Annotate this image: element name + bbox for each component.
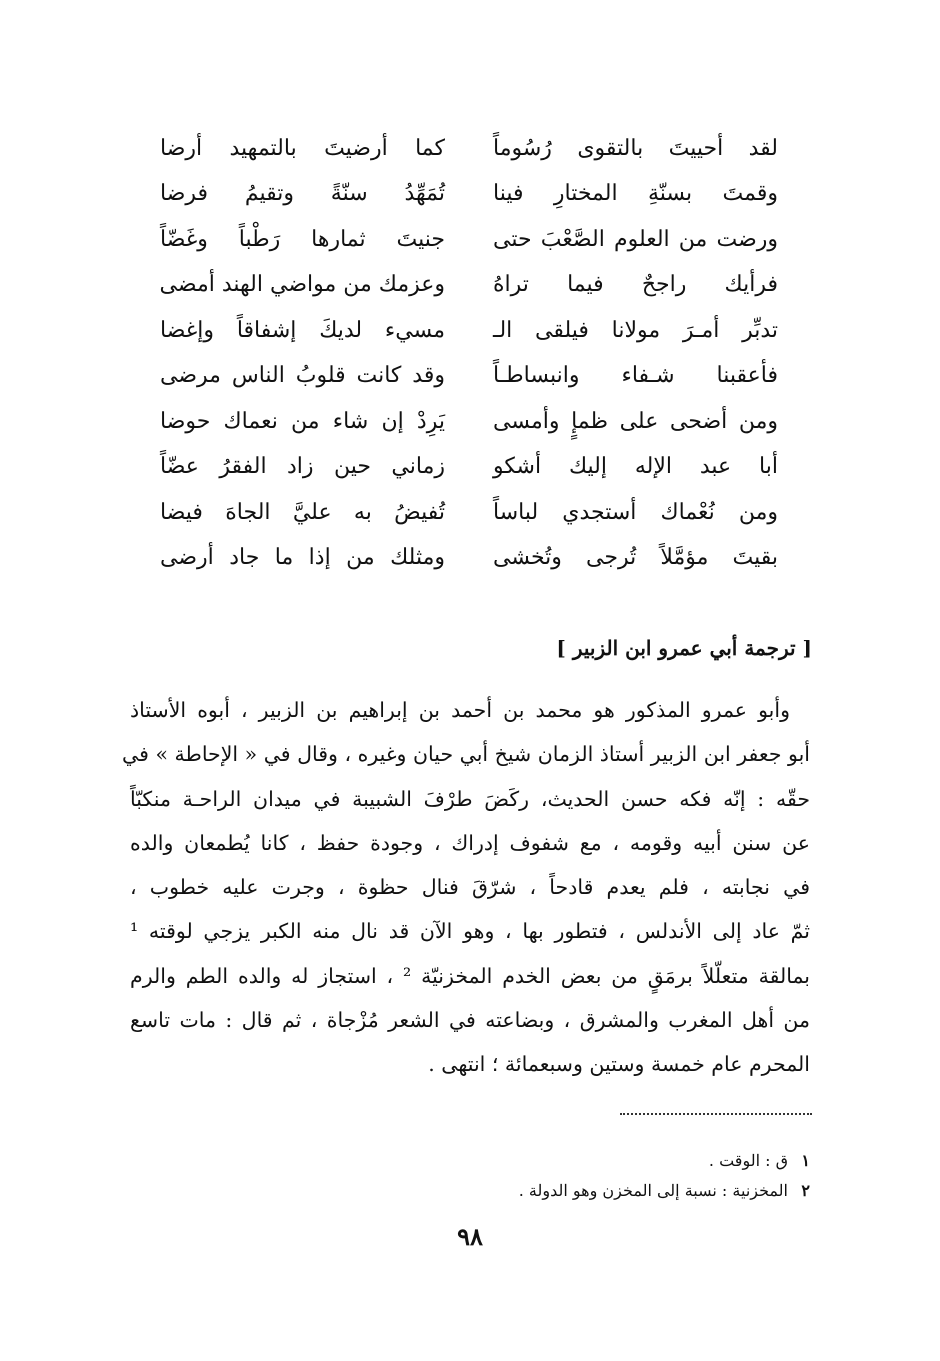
poem-verse <box>160 126 778 172</box>
verse-second-hemistich: جنيتَ ثمارها رَطْباً وغَضّاً <box>160 226 445 252</box>
verse-second-hemistich: كما أرضيتَ بالتمهيد أرضا <box>160 135 445 161</box>
footnotes <box>130 1146 810 1206</box>
poem <box>160 126 778 581</box>
section-heading: [ ترجمة أبي عمرو ابن الزبير ] <box>556 636 812 660</box>
verse-first-hemistich: ومن نُعْماك أستجدي لباساً <box>493 499 778 525</box>
verse-second-hemistich: وعزمك من مواضي الهند أمضى <box>159 272 445 298</box>
paragraph-line: وأبو عمرو المذكور هو محمد بن أحمد بن إبراهيم بن الزبير ، أبوه الأستاذ <box>130 698 790 722</box>
poem-verse <box>160 536 778 582</box>
poem-verse <box>160 490 778 536</box>
verse-first-hemistich: تدبِّر أمـرَ مولانا فيلقى الـ <box>493 317 778 343</box>
verse-first-hemistich: ومن أضحى على ظمإٍ وأمسى <box>493 408 778 434</box>
paragraph-line: عن سنن أبيه وقومه ، مع شفوف إدراك ، وجودة حفظ ، كانا يُطمعان والده <box>130 830 810 855</box>
verse-second-hemistich: تُفيضُ به عليَّ الجاهَ فيضا <box>160 499 445 525</box>
poem-verse <box>160 354 778 400</box>
paragraph-line: حقّه : إنّه فكه حسن الحديث، ركَضَ طرْفَ الشبيبة في ميدان الراحـة منكبّاً <box>130 786 810 811</box>
verse-first-hemistich: أبا عبد الإله إليك أشكو <box>493 454 778 480</box>
footnote-number: ٢ <box>801 1181 810 1200</box>
poem-verse <box>160 308 778 354</box>
poem-verse <box>160 399 778 445</box>
verse-second-hemistich: تُمَهِّدُ سنّةً وتقيمُ فرضا <box>160 181 445 207</box>
verse-first-hemistich: بقيتَ مؤمَّلاً تُرجى وتُخشى <box>493 545 778 571</box>
verse-first-hemistich: وقمتَ بسنّةِ المختارِ فينا <box>493 181 778 207</box>
poem-verse <box>160 172 778 218</box>
footnote-number: ١ <box>801 1151 810 1170</box>
verse-second-hemistich: ومثلك من إذا ما جاد أرضى <box>160 545 445 571</box>
verse-first-hemistich: فرأيك راجحٌ فيما تراهُ <box>493 272 778 298</box>
verse-first-hemistich: ورضت من العلوم الصَّعْبَ حتى <box>493 226 778 252</box>
paragraph-line: ثمّ عاد إلى الأندلس ، فتطور بها ، وهو الآن قد نال منه الكبر يزجي لوقته ¹ <box>130 919 810 944</box>
poem-verse <box>160 445 778 491</box>
paragraph-line: المحرم عام خمسة وستين وسبعمائة ؛ انتهى . <box>428 1052 810 1077</box>
footnote-text: المخزنية : نسبة إلى المخزن وهو الدولة . <box>518 1181 788 1200</box>
paragraph-line: في نجابته ، فلم يعدم قادحاً ، شرّقَ فنال حظوة ، وجرت عليه خطوب ، <box>130 875 810 900</box>
verse-first-hemistich: فأعقبنا شـفاء وانبساطـاً <box>493 363 778 389</box>
footnote <box>130 1176 810 1206</box>
biography-paragraph <box>122 688 810 1087</box>
paragraph-line: أبو جعفر ابن الزبير أستاذ الزمان شيخ أبي حيان وغيره ، وقال في « الإحاطة » في <box>122 742 810 767</box>
verse-first-hemistich: لقد أحييتَ بالتقوى رُسُوماً <box>493 135 778 161</box>
footnote-divider <box>620 1113 812 1115</box>
paragraph-line: من أهل المغرب والمشرق ، وبضاعته في الشعر مُزْجاة ، ثم قال : مات تاسع <box>130 1008 810 1033</box>
poem-verse <box>160 263 778 309</box>
footnote <box>130 1146 810 1176</box>
verse-second-hemistich: مسيء لديكَ إشفاقاً وإغضا <box>160 317 445 343</box>
footnote-text: ق : الوقت . <box>708 1151 788 1170</box>
verse-second-hemistich: زماني حين زاد الفقرُ عضّاً <box>160 454 445 480</box>
poem-verse <box>160 217 778 263</box>
verse-second-hemistich: وقد كانت قلوبُ الناس مرضى <box>160 363 445 389</box>
paragraph-line: بمالقة متعلّلاً برمَقٍ من بعض الخدم المخزنيّة ² ، استجاز له والده الطم والرم <box>130 963 810 988</box>
verse-second-hemistich: يَرِدْ إن شاء من نعماك حوضا <box>160 408 445 434</box>
page-number: ٩٨ <box>457 1222 483 1251</box>
